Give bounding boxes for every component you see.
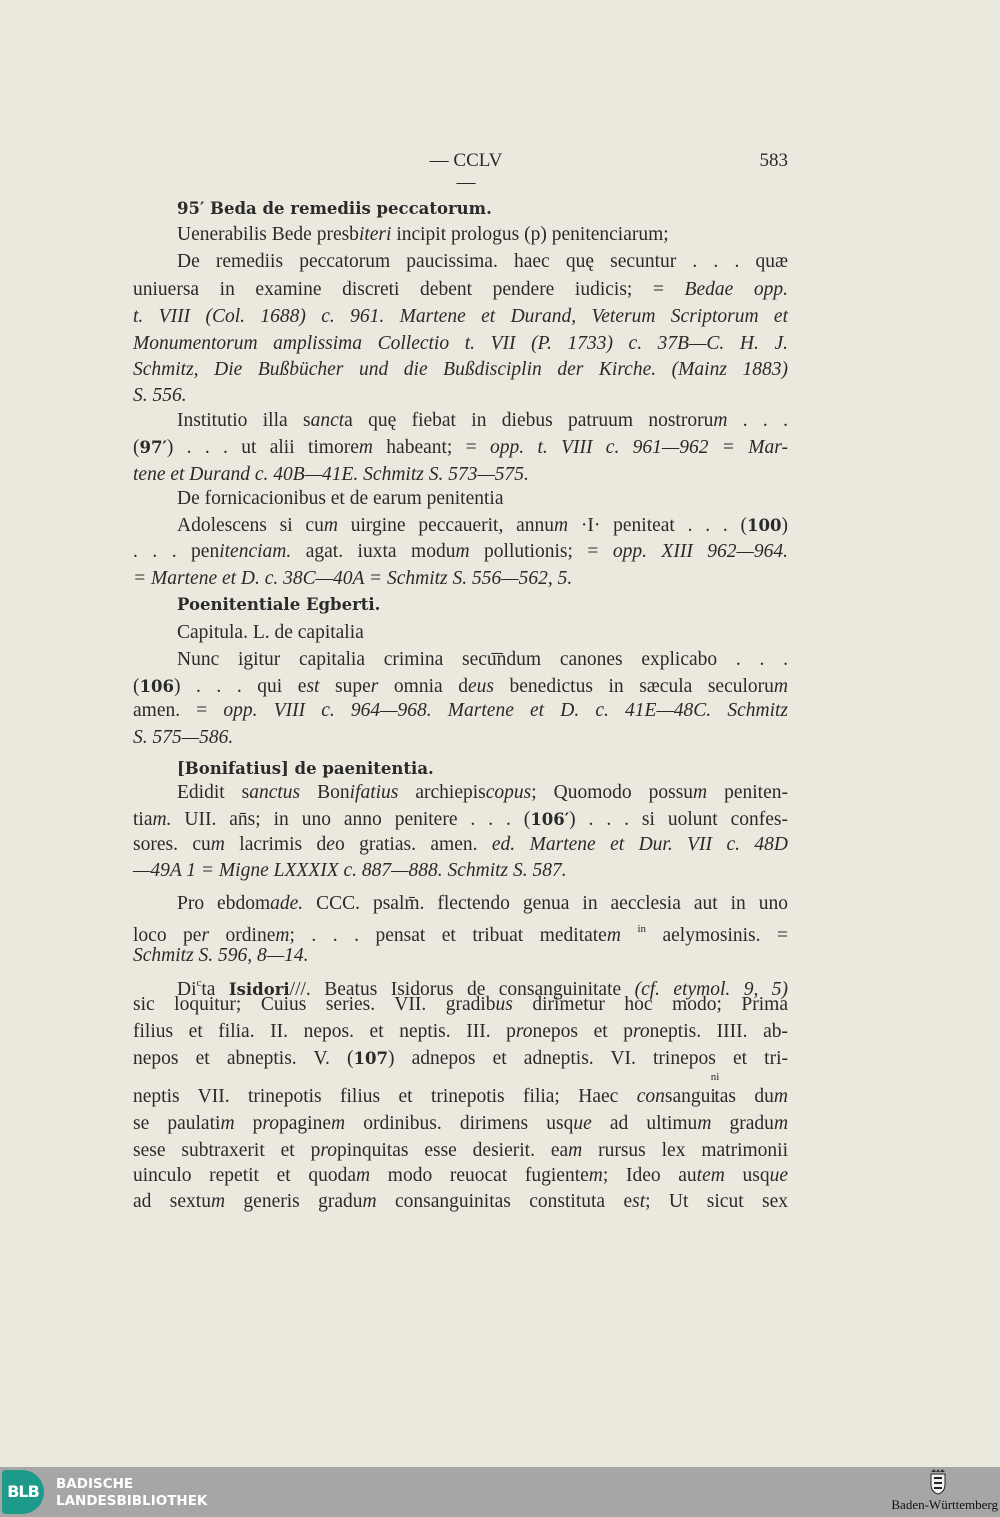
text-run: Uenerabilis Bede presb [177, 224, 359, 245]
italic-text: m [455, 541, 470, 562]
text-line [133, 726, 788, 750]
italic-text: r [370, 676, 379, 697]
italic-text: m [323, 515, 338, 536]
text-run: pollutionis; = [469, 541, 613, 562]
text-run: agat. iuxta modu [291, 541, 456, 562]
text-line [177, 250, 788, 274]
italic-text: Monumentorum amplissima Collectio t. VII (P. 1733) c. 37B—C. H. J. [133, 333, 788, 354]
text-line [133, 540, 788, 564]
text-run: ; Ut sicut sex [645, 1191, 788, 1212]
text-run: ordine [209, 925, 276, 946]
text-line [133, 944, 788, 968]
italic-text: m [210, 834, 225, 855]
library-name-line1: BADISCHE [56, 1476, 134, 1492]
text-run: Di [177, 979, 197, 1000]
text-run: tas du [714, 1086, 774, 1107]
italic-text: opp. t. VIII c. 961—962 = Mar- [490, 437, 788, 458]
text-line [133, 1020, 788, 1044]
text-run: neptis VII. trinepotis filius et trinepotis filia; Haec [133, 1086, 637, 1107]
text-line [177, 621, 788, 645]
text-run: UII. an̄s; in uno anno penitere . . . ( [171, 809, 531, 830]
text-line [133, 1190, 788, 1214]
text-run: . . . [727, 410, 789, 431]
bold-text: Poenitentiale Egberti. [177, 595, 381, 614]
italic-text: S. 575—586. [133, 727, 234, 748]
text-run: tia [133, 809, 153, 830]
bold-text: 106 [139, 677, 174, 696]
text-line [133, 1047, 788, 1071]
bold-text: 107 [353, 1049, 388, 1068]
italic-text: ade. [270, 893, 304, 914]
italic-text: r [201, 925, 210, 946]
text-run: amen. = [133, 700, 224, 721]
text-run: lacrimis d [224, 834, 327, 855]
italic-text: opp. VIII c. 964—968. Martene et D. c. 41E—48C. Schmitz [223, 700, 788, 721]
text-run: sic loquitur; Cuius series. VII. gradib [133, 994, 496, 1015]
text-run: sores. cu [133, 834, 211, 855]
italic-text: m [568, 1140, 583, 1161]
italic-text: m [275, 925, 290, 946]
bold-text: 95′ Beda de remediis peccatorum. [177, 199, 492, 218]
text-run: gradu [711, 1113, 774, 1134]
italic-text: st [306, 676, 320, 697]
text-run: ad ultimu [591, 1113, 698, 1134]
library-name-line2: LANDESBIBLIOTHEK [56, 1493, 208, 1509]
text-run: consanguinitas constituta e [376, 1191, 633, 1212]
text-run: dirimetur hoc modo; Prima [512, 994, 788, 1015]
text-line [133, 808, 788, 832]
text-run: ; . . . pensat et tribuat meditate [289, 925, 607, 946]
text-run: peniten- [707, 782, 788, 803]
italic-text: iteri [358, 224, 392, 245]
running-head: — CCLV — [429, 150, 503, 193]
italic-text: m [697, 1113, 712, 1134]
text-run: Institutio illa s [177, 410, 311, 431]
italic-text: m [554, 515, 569, 536]
text-run: ///. Beatus Isidorus de consanguinitate [289, 979, 635, 1000]
italic-text: m [356, 1165, 371, 1186]
text-run: Bon [300, 782, 350, 803]
italic-text: ro [515, 1021, 533, 1042]
text-run: neptis. IIII. ab- [649, 1021, 788, 1042]
italic-text: m [773, 1113, 789, 1134]
text-run: Edidit s [177, 782, 250, 803]
italic-text: Bedae opp. [684, 279, 788, 300]
text-line [133, 436, 788, 460]
text-run: filius et filia. II. nepos. et neptis. III. p [133, 1021, 516, 1042]
text-line [133, 358, 788, 382]
italic-text: Schmitz S. 596, 8—14. [133, 945, 309, 966]
text-run: Pro ebdom [177, 893, 271, 914]
text-run: archiepis [398, 782, 486, 803]
text-run: ta [201, 979, 229, 1000]
italic-text: Schmitz, Die Bußbücher und die Bußdisciplin der Kirche. (Mainz 1883) [133, 359, 788, 380]
italic-text: st [632, 1191, 646, 1212]
text-run [621, 925, 638, 946]
text-run: nepos et abneptis. V. ( [133, 1048, 354, 1069]
italic-text: m [606, 925, 621, 946]
text-run: ) . . . qui e [173, 676, 307, 697]
bold-text: 106′ [530, 810, 570, 829]
italic-text: m [773, 676, 788, 697]
italic-text: m [362, 1191, 377, 1212]
text-run: De remediis peccatorum paucissima. haec quę secuntur . . . quæ [177, 251, 788, 272]
bold-text: 97′ [139, 438, 167, 457]
text-run: ad sextu [133, 1191, 211, 1212]
italic-text: t. VIII (Col. 1688) c. 961. Martene et Durand, Veterum Scriptorum et [133, 306, 788, 327]
text-line [133, 1164, 788, 1188]
bold-text: [Bonifatius] de paenitentia. [177, 759, 434, 778]
italic-text: m. [152, 809, 172, 830]
text-run: ni [710, 1071, 720, 1083]
text-run: rursus lex matrimonii [582, 1140, 788, 1161]
text-line [133, 463, 788, 487]
text-run: ( [133, 437, 140, 458]
italic-text: m [220, 1113, 235, 1134]
text-run: De fornicacionibus et de earum penitentia [177, 488, 504, 509]
text-run: uirgine peccauerit, annu [337, 515, 555, 536]
text-line [133, 699, 788, 723]
italic-text: ro [633, 1021, 650, 1042]
blb-logo[interactable]: BLB [2, 1470, 44, 1514]
italic-text: (cf. etymol. 9, 5) [634, 979, 788, 1000]
italic-text: copus [485, 782, 532, 803]
text-line [177, 648, 788, 672]
text-run: ordinibus. dirimens usq [345, 1113, 574, 1134]
text-line [133, 675, 788, 699]
page-number: 583 [759, 150, 788, 171]
text-line [133, 567, 788, 591]
text-run: ) . . . si uolunt confes- [569, 809, 788, 830]
text-line [177, 757, 788, 781]
text-run: ) . . . ut alii timore [166, 437, 359, 458]
text-run: generis gradu [225, 1191, 363, 1212]
text-line [177, 593, 788, 617]
italic-text: S. 556. [133, 385, 187, 406]
text-run: aelymosinis. = [646, 925, 789, 946]
text-run: ( [133, 676, 140, 697]
text-run: Nunc igitur capitalia crimina secu͞ndum canones explicabo . . . [177, 649, 788, 670]
italic-text: m [713, 410, 728, 431]
italic-text: ifatius [349, 782, 399, 803]
footer-bar [0, 1467, 1000, 1517]
italic-text: m [358, 437, 373, 458]
text-run: usq [724, 1165, 770, 1186]
text-run: habeant; = [372, 437, 490, 458]
text-line [133, 332, 788, 356]
text-line [133, 1112, 788, 1136]
text-run: incipit prologus (p) penitenciarum; [391, 224, 669, 245]
state-name[interactable]: Baden-Württemberg [891, 1497, 998, 1512]
italic-text: m [773, 1086, 788, 1107]
italic-text: anct [310, 410, 345, 431]
text-run: supe [319, 676, 371, 697]
italic-text: —49A 1 = Migne LXXXIX c. 887—888. Schmitz S. 587. [133, 860, 567, 881]
text-line [133, 1071, 788, 1109]
text-run: ; Ideo au [602, 1165, 697, 1186]
italic-text: eus [467, 676, 494, 697]
italic-text: m [693, 782, 708, 803]
text-line [133, 278, 788, 302]
coat-of-arms-icon [928, 1469, 948, 1495]
text-line [133, 993, 788, 1017]
text-line [177, 197, 788, 221]
text-run: CCC. psalm̄. flectendo genua in aecclesia aut in uno [303, 893, 788, 914]
text-line [177, 409, 788, 433]
text-run: ·I· peniteat . . . ( [568, 515, 748, 536]
italic-text: m [588, 1165, 603, 1186]
text-run: in [637, 923, 646, 935]
italic-text: = Martene et D. c. 38C—40A = Schmitz S. 556—562, 5. [133, 568, 573, 589]
text-line [133, 859, 788, 883]
text-run: pagine [279, 1113, 332, 1134]
text-line [177, 971, 788, 1000]
italic-text: us [495, 994, 513, 1015]
italic-text: opp. XIII 962—964. [612, 541, 789, 562]
italic-text: m [331, 1113, 346, 1134]
text-run: Adolescens si cu [177, 515, 324, 536]
text-run: c [196, 977, 202, 989]
text-line [177, 514, 788, 538]
text-run: uniuersa in examine discreti debent pendere iudicis; = [133, 279, 685, 300]
text-line [177, 892, 788, 916]
text-line [133, 917, 789, 946]
text-run: omnia d [378, 676, 468, 697]
italic-text: tem [696, 1165, 725, 1186]
text-run: loco pe [133, 925, 202, 946]
text-run: se paulati [133, 1113, 221, 1134]
text-run: Capitula. L. de capitalia [177, 622, 364, 643]
text-line [177, 487, 788, 511]
text-run: . . . pen [133, 541, 220, 562]
italic-text: ro [320, 1140, 337, 1161]
text-line [133, 384, 788, 408]
italic-text: e [326, 834, 335, 855]
text-line [177, 223, 788, 247]
bold-text: Isidori [228, 980, 290, 999]
text-line [177, 781, 788, 805]
text-run: sangui [664, 1086, 716, 1107]
text-line [133, 1139, 788, 1163]
italic-text: m [210, 1191, 226, 1212]
italic-text: ue [573, 1113, 592, 1134]
italic-text: itenciam. [219, 541, 292, 562]
text-run: uinculo repetit et quoda [133, 1165, 357, 1186]
text-run: ; Quomodo possu [531, 782, 694, 803]
text-run: p [234, 1113, 263, 1134]
text-run: modo reuocat fugiente [370, 1165, 589, 1186]
italic-text: tene et Durand c. 40B—41E. Schmitz S. 573—575. [133, 464, 529, 485]
italic-text: anctus [249, 782, 301, 803]
text-run: ) [781, 515, 788, 536]
bold-text: 100 [747, 516, 782, 535]
italic-text: ed. Martene et Dur. VII c. 48D [491, 834, 788, 855]
text-run: ) adnepos et adneptis. VI. trinepos et tri- [387, 1048, 788, 1069]
italic-text: ro [262, 1113, 280, 1134]
text-run: nepos et p [532, 1021, 633, 1042]
text-line [133, 833, 788, 857]
text-run: benedictus in sæcula seculoru [493, 676, 774, 697]
text-run: sese subtraxerit et p [133, 1140, 321, 1161]
italic-text: ue [769, 1165, 788, 1186]
text-run: a quę fiebat in diebus patruum nostroru [344, 410, 714, 431]
text-line [133, 305, 788, 329]
text-run: o gratias. amen. [334, 834, 492, 855]
italic-text: con [636, 1086, 665, 1107]
text-run: pinquitas esse desierit. ea [336, 1140, 569, 1161]
